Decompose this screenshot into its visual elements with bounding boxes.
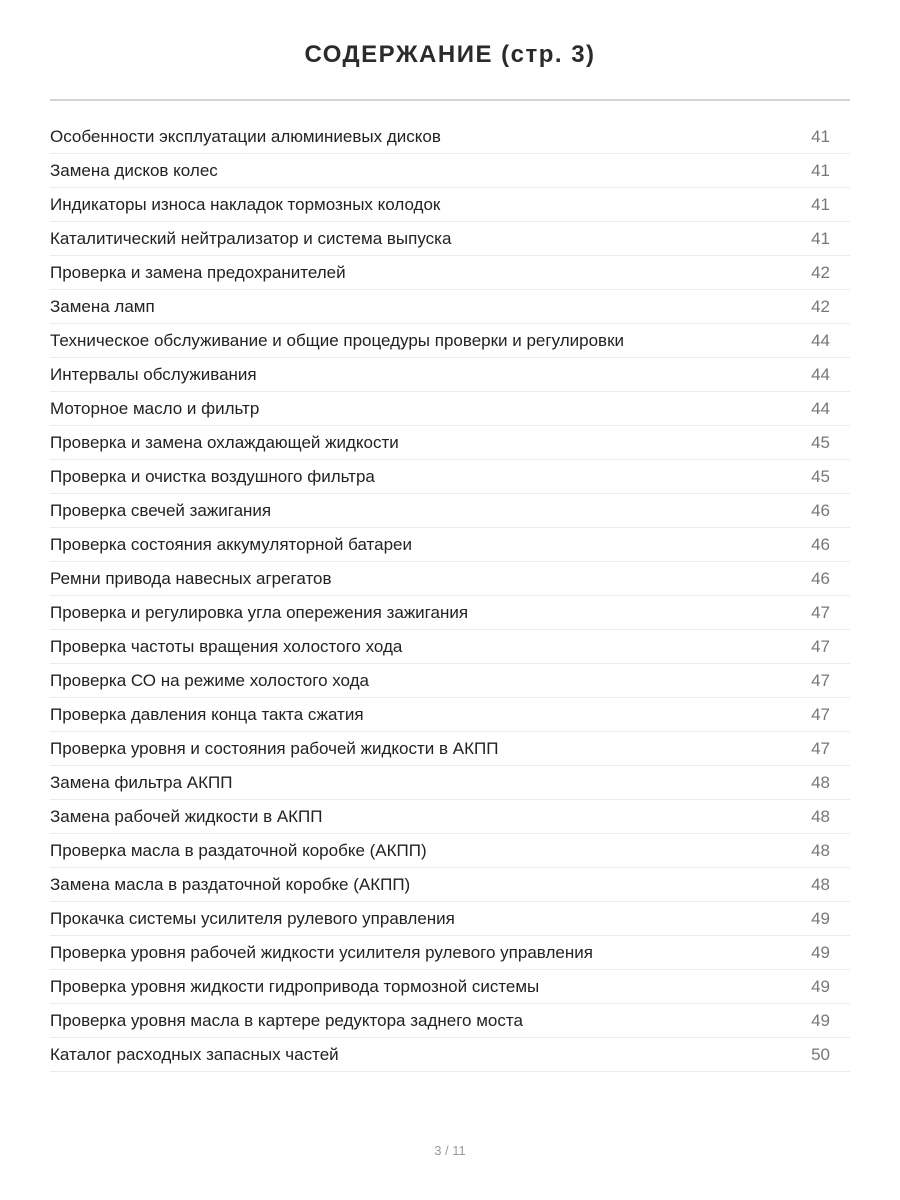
toc-entry-page: 48 [811, 874, 830, 894]
toc-entry[interactable] [50, 290, 850, 324]
toc-entry[interactable] [50, 154, 850, 188]
toc-entry-label: Замена дисков колес [50, 160, 218, 180]
toc-entry[interactable] [50, 426, 850, 460]
toc-entry-label: Проверка уровня и состояния рабочей жидкости в АКПП [50, 738, 499, 758]
toc-entry-page: 42 [811, 262, 830, 282]
page-title: СОДЕРЖАНИЕ (стр. 3) [304, 41, 596, 68]
toc-entry[interactable] [50, 1038, 850, 1072]
toc-entry-page: 41 [811, 126, 830, 146]
toc-entry-label: Проверка СО на режиме холостого хода [50, 670, 370, 690]
toc-entry[interactable] [50, 834, 850, 868]
toc-entry[interactable] [50, 664, 850, 698]
toc-entry[interactable] [50, 222, 850, 256]
toc-entry-page: 44 [811, 398, 830, 418]
toc-entry-page: 47 [811, 670, 830, 690]
toc-entry-page: 45 [811, 432, 830, 452]
toc-entry-page: 46 [811, 534, 830, 554]
toc-entry-page: 50 [811, 1044, 830, 1064]
toc-entry[interactable] [50, 494, 850, 528]
toc-entry[interactable] [50, 392, 850, 426]
toc-entry-label: Индикаторы износа накладок тормозных колодок [50, 194, 441, 214]
toc-entry-label: Проверка уровня жидкости гидропривода тормозной системы [50, 976, 540, 996]
toc-entry[interactable] [50, 970, 850, 1004]
toc-entry[interactable] [50, 902, 850, 936]
toc-entry-page: 49 [811, 942, 830, 962]
toc-entry[interactable] [50, 732, 850, 766]
title-divider [50, 99, 850, 101]
toc-entry[interactable] [50, 562, 850, 596]
toc-entry-page: 48 [811, 840, 830, 860]
toc-entry-label: Проверка и замена охлаждающей жидкости [50, 432, 399, 452]
toc-entry-label: Проверка масла в раздаточной коробке (АКПП) [50, 840, 427, 860]
toc-entry-label: Замена ламп [50, 296, 155, 316]
toc-entry-page: 48 [811, 772, 830, 792]
toc-entry[interactable] [50, 324, 850, 358]
toc-entry[interactable] [50, 596, 850, 630]
toc-entry-label: Проверка уровня рабочей жидкости усилителя рулевого управления [50, 942, 593, 962]
toc-entry-label: Интервалы обслуживания [50, 364, 257, 384]
toc-entry-page: 49 [811, 908, 830, 928]
toc-entry-label: Замена рабочей жидкости в АКПП [50, 806, 323, 826]
toc-entry-label: Замена масла в раздаточной коробке (АКПП) [50, 874, 411, 894]
toc-entry-page: 41 [811, 194, 830, 214]
table-of-contents [50, 120, 850, 1072]
toc-entry-label: Каталог расходных запасных частей [50, 1044, 339, 1064]
toc-entry-label: Проверка частоты вращения холостого хода [50, 636, 403, 656]
toc-entry[interactable] [50, 630, 850, 664]
toc-entry-page: 41 [811, 228, 830, 248]
toc-entry[interactable] [50, 460, 850, 494]
toc-entry-page: 47 [811, 738, 830, 758]
toc-entry-page: 49 [811, 1010, 830, 1030]
toc-entry-label: Ремни привода навесных агрегатов [50, 568, 332, 588]
page-indicator: 3 / 11 [434, 1143, 466, 1158]
toc-entry-label: Моторное масло и фильтр [50, 398, 260, 418]
toc-entry[interactable] [50, 800, 850, 834]
toc-entry-page: 42 [811, 296, 830, 316]
toc-entry[interactable] [50, 120, 850, 154]
toc-entry[interactable] [50, 256, 850, 290]
toc-entry-label: Каталитический нейтрализатор и система выпуска [50, 228, 452, 248]
toc-entry-label: Техническое обслуживание и общие процедуры проверки и регулировки [50, 330, 625, 350]
toc-entry-label: Проверка и регулировка угла опережения зажигания [50, 602, 469, 622]
toc-entry-page: 48 [811, 806, 830, 826]
toc-entry-label: Проверка давления конца такта сжатия [50, 704, 364, 724]
toc-entry[interactable] [50, 766, 850, 800]
toc-entry-label: Проверка свечей зажигания [50, 500, 272, 520]
toc-entry-page: 46 [811, 500, 830, 520]
toc-entry-page: 49 [811, 976, 830, 996]
toc-entry[interactable] [50, 1004, 850, 1038]
toc-entry-page: 44 [811, 330, 830, 350]
toc-entry[interactable] [50, 358, 850, 392]
toc-entry[interactable] [50, 868, 850, 902]
toc-entry-page: 41 [811, 160, 830, 180]
toc-entry-label: Проверка уровня масла в картере редуктора заднего моста [50, 1010, 523, 1030]
toc-entry-label: Замена фильтра АКПП [50, 772, 233, 792]
toc-entry-page: 47 [811, 602, 830, 622]
toc-entry-page: 47 [811, 704, 830, 724]
toc-entry-page: 47 [811, 636, 830, 656]
toc-entry-page: 46 [811, 568, 830, 588]
toc-entry-label: Особенности эксплуатации алюминиевых дисков [50, 126, 441, 146]
toc-entry-label: Проверка состояния аккумуляторной батареи [50, 534, 412, 554]
toc-entry-page: 45 [811, 466, 830, 486]
toc-entry-label: Проверка и очистка воздушного фильтра [50, 466, 375, 486]
toc-entry[interactable] [50, 698, 850, 732]
toc-entry[interactable] [50, 528, 850, 562]
toc-entry-label: Прокачка системы усилителя рулевого управления [50, 908, 455, 928]
toc-entry-page: 44 [811, 364, 830, 384]
toc-entry[interactable] [50, 188, 850, 222]
toc-entry-label: Проверка и замена предохранителей [50, 262, 346, 282]
toc-entry[interactable] [50, 936, 850, 970]
